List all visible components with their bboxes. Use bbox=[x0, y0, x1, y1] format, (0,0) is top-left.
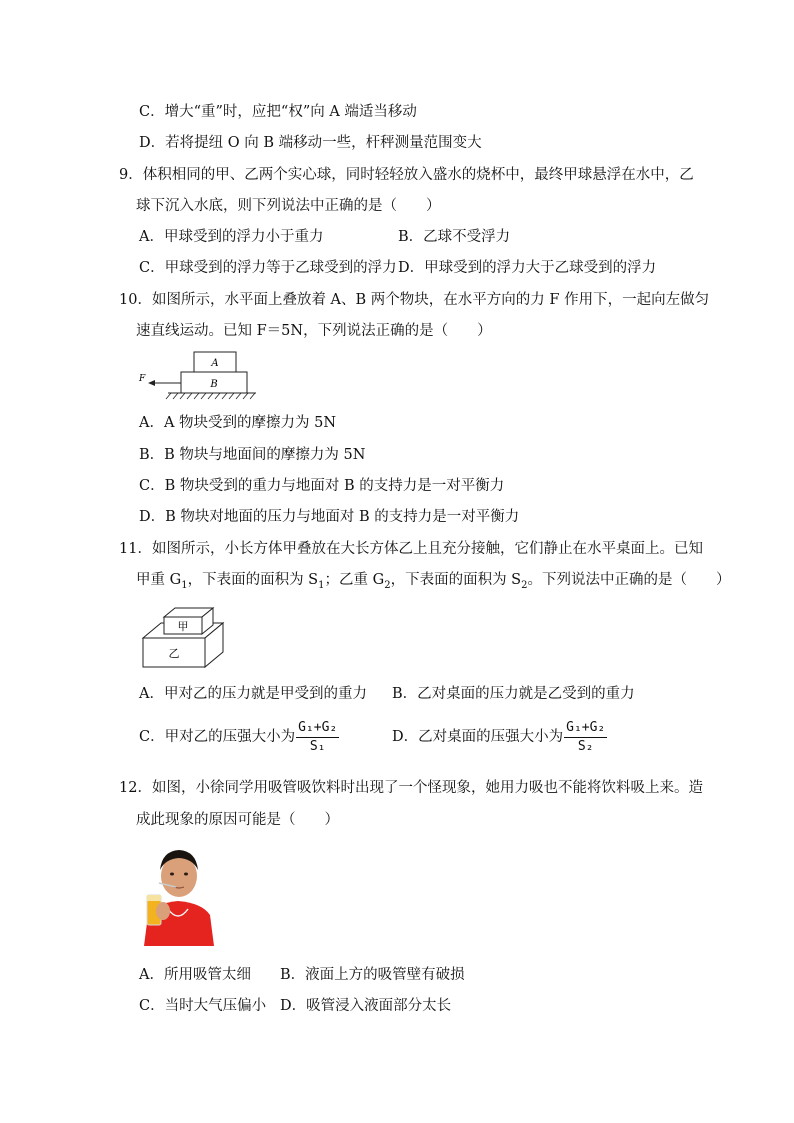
q11-option-a: A．甲对乙的压力就是甲受到的重力 bbox=[139, 686, 367, 702]
q11-boxes-figure bbox=[138, 602, 230, 672]
q9-stem-line2: 球下沉入水底，则下列说法中正确的是（ ） bbox=[136, 198, 441, 214]
q9-option-a: A．甲球受到的浮力小于重力 bbox=[139, 229, 324, 245]
q8-option-c: C．增大“重”时，应把“权”向 A 端适当移动 bbox=[139, 104, 417, 120]
ground-hatching bbox=[166, 393, 255, 399]
block-a-label: A bbox=[211, 358, 219, 369]
q12-option-d: D．吸管浸入液面部分太长 bbox=[280, 998, 452, 1014]
hand bbox=[156, 902, 170, 920]
q12-option-a: A．所用吸管太细 bbox=[139, 967, 251, 983]
q9-option-b: B．乙球不受浮力 bbox=[398, 229, 511, 245]
q10-option-d: D．B 物块对地面的压力与地面对 B 的支持力是一对平衡力 bbox=[139, 509, 520, 525]
q8-option-d: D．若将提纽 O 向 B 端移动一些，杆秤测量范围变大 bbox=[139, 135, 482, 151]
force-arrowhead bbox=[148, 380, 155, 386]
boy-drinking-photo bbox=[138, 843, 218, 946]
q10-stem-line1: 10．如图所示，水平面上叠放着 A、B 两个物块，在水平方向的力 F 作用下，一起向左做匀 bbox=[119, 292, 710, 308]
q10-option-a: A．A 物块受到的摩擦力为 5N bbox=[139, 415, 337, 431]
q12-option-c: C．当时大气压偏小 bbox=[139, 998, 267, 1014]
q10-option-c: C．B 物块受到的重力与地面对 B 的支持力是一对平衡力 bbox=[139, 478, 505, 494]
q11-option-d-fraction: $\frac{\text{G₁+G₂}}{\text{S₂}}$ bbox=[566, 719, 606, 754]
q10-stem-line2: 速直线运动。已知 F＝5N，下列说法正确的是（ ） bbox=[136, 323, 492, 339]
q9-option-d: D．甲球受到的浮力大于乙球受到的浮力 bbox=[398, 260, 657, 276]
q9-stem-line1: 9．体积相同的甲、乙两个实心球，同时轻轻放入盛水的烧杯中，最终甲球悬浮在水中，乙 bbox=[119, 167, 694, 183]
block-b-label: B bbox=[210, 379, 218, 390]
force-label: F bbox=[139, 374, 146, 384]
q11-stem-line2: 甲重 $G_1$，下表面的面积为 $S_1$；乙重 $G_2$，下表面的面积为 $S_2$。下列说法中正确的是（ ） bbox=[136, 572, 731, 591]
q10-blocks-figure bbox=[138, 348, 268, 400]
q11-option-d: D．乙对桌面的压强大小为 $\frac{\text{G₁+G₂}}{\text{S₂}}$ bbox=[392, 719, 606, 754]
q11-option-c: C．甲对乙的压强大小为 $\frac{\text{G₁+G₂}}{\text{S₁}}$ bbox=[139, 719, 338, 754]
box-b-label: 乙 bbox=[168, 647, 180, 660]
q11-stem-line1: 11．如图所示，小长方体甲叠放在大长方体乙上且充分接触，它们静止在水平桌面上。已知 bbox=[119, 541, 703, 557]
q12-stem-line2: 成此现象的原因可能是（ ） bbox=[136, 812, 339, 828]
q10-option-b: B．B 物块与地面间的摩擦力为 5N bbox=[139, 447, 366, 463]
q11-option-b: B．乙对桌面的压力就是乙受到的重力 bbox=[392, 686, 635, 702]
q11-option-c-fraction: $\frac{\text{G₁+G₂}}{\text{S₁}}$ bbox=[298, 719, 338, 754]
q12-stem-line1: 12．如图，小徐同学用吸管吸饮料时出现了一个怪现象，她用力吸也不能将饮料吸上来。造 bbox=[119, 780, 703, 796]
q12-option-b: B．液面上方的吸管壁有破损 bbox=[280, 967, 465, 983]
box-a-label: 甲 bbox=[177, 620, 189, 633]
q9-option-c: C．甲球受到的浮力等于乙球受到的浮力 bbox=[139, 260, 397, 276]
